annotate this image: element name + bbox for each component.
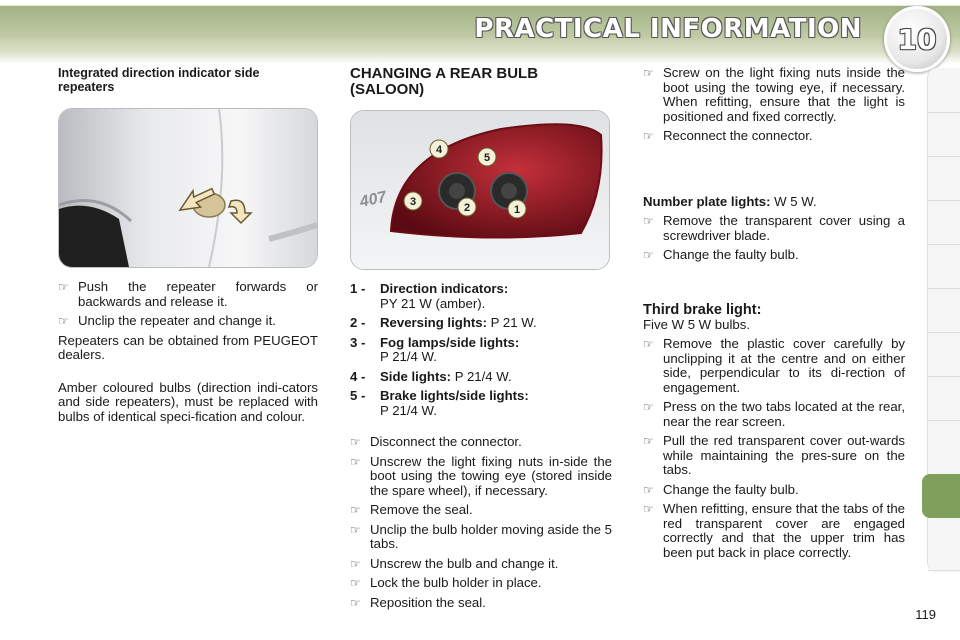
pointing-hand-icon: ☞ xyxy=(643,214,654,228)
pointing-hand-icon: ☞ xyxy=(350,435,361,449)
instruction-bullet: ☞ Screw on the light fixing nuts inside the boot using the towing eye, if necessary. When refitting, ensure that the light is positioned and fixed correctly. xyxy=(643,65,905,124)
pointing-hand-icon: ☞ xyxy=(643,66,654,80)
pointing-hand-icon: ☞ xyxy=(58,314,69,328)
instruction-bullet: ☞ Remove the plastic cover carefully by unclipping it at the centre and on either side, perpendicular to its di-rection of engagement. xyxy=(643,336,905,395)
instruction-bullet: ☞ Lock the bulb holder in place. xyxy=(350,575,542,590)
instruction-bullet: ☞ Change the faulty bulb. xyxy=(643,247,799,262)
pointing-hand-icon: ☞ xyxy=(350,522,361,537)
pointing-hand-icon: ☞ xyxy=(350,454,361,469)
section-title: CHANGING A REAR BULB (SALOON) xyxy=(350,65,539,98)
page-header xyxy=(0,0,960,64)
rear-light-photo xyxy=(350,110,610,270)
chapter-tab[interactable] xyxy=(928,156,960,201)
paragraph: Five W 5 W bulbs. xyxy=(643,316,750,332)
chapter-tabs xyxy=(927,68,960,572)
bulb-list-item: 5 - Brake lights/side lights: P 21/4 W. xyxy=(350,388,529,418)
paragraph: Repeaters can be obtained from PEUGEOT dealers. xyxy=(58,332,318,362)
pointing-hand-icon: ☞ xyxy=(58,280,69,294)
instruction-bullet: ☞ Remove the seal. xyxy=(350,502,473,517)
pointing-hand-icon: ☞ xyxy=(643,337,654,351)
page-number: 119 xyxy=(915,607,936,622)
pointing-hand-icon: ☞ xyxy=(350,595,361,610)
pointing-hand-icon: ☞ xyxy=(643,482,654,497)
chapter-tab[interactable] xyxy=(928,526,960,571)
chapter-badge xyxy=(884,6,950,72)
instruction-bullet: ☞ Reconnect the connector. xyxy=(643,128,813,143)
instruction-bullet: ☞ Remove the transparent cover using a screwdriver blade. xyxy=(643,213,905,243)
instruction-bullet: ☞ Disconnect the connector. xyxy=(350,434,522,449)
chapter-tab[interactable] xyxy=(928,288,960,333)
pointing-hand-icon: ☞ xyxy=(643,129,654,143)
number-plate-heading: Number plate lights: W 5 W. xyxy=(643,193,817,209)
pointing-hand-icon: ☞ xyxy=(350,503,361,517)
instruction-bullet: ☞ Unscrew the bulb and change it. xyxy=(350,555,559,571)
bulb-list-item: 2 - Reversing lights: P 21 W. xyxy=(350,315,537,330)
instruction-bullet: ☞ When refitting, ensure that the tabs of the red transparent cover are engaged correctly and that the upper trim has been put back in place correctly. xyxy=(643,501,905,560)
callout-number: 5 xyxy=(483,152,491,164)
chapter-tab[interactable] xyxy=(928,200,960,245)
chapter-tab[interactable] xyxy=(928,68,960,113)
chapter-tab[interactable] xyxy=(928,332,960,377)
instruction-bullet: ☞ Unscrew the light fixing nuts in-side the boot using the towing eye (stored inside the spare wheel), if necessary. xyxy=(350,453,612,498)
pointing-hand-icon: ☞ xyxy=(643,502,654,516)
pointing-hand-icon: ☞ xyxy=(643,248,654,262)
paragraph: Amber coloured bulbs (direction indi-cators and side repeaters), must be replaced with bulbs of identical speci-fication and colour. xyxy=(58,379,318,424)
callout-number: 4 xyxy=(435,144,443,156)
callout-number: 3 xyxy=(409,196,417,208)
side-repeater-photo xyxy=(58,108,318,268)
model-badge: 407 xyxy=(358,188,388,211)
bulb-list xyxy=(350,282,612,418)
column-right xyxy=(643,66,905,565)
bulb-list-item: 4 - Side lights: P 21/4 W. xyxy=(350,368,512,384)
instruction-bullet: ☞ Press on the two tabs located at the rear, near the rear screen. xyxy=(643,399,905,429)
instruction-bullet: ☞ Reposition the seal. xyxy=(350,594,486,610)
instruction-bullet: ☞ Unclip the repeater and change it. xyxy=(58,313,276,328)
pointing-hand-icon: ☞ xyxy=(643,400,654,414)
section-subtitle: Integrated direction indicator side repeaters xyxy=(58,66,260,94)
callout-number: 2 xyxy=(463,202,471,214)
chapter-number: 10 xyxy=(897,22,937,56)
chapter-tab-active[interactable] xyxy=(922,474,960,518)
bulb-list-item: 3 - Fog lamps/side lights: P 21/4 W. xyxy=(350,334,520,364)
column-middle xyxy=(350,66,612,615)
instruction-bullet: ☞ Unclip the bulb holder moving aside the 5 tabs. xyxy=(350,521,612,551)
instruction-bullet: ☞ Change the faulty bulb. xyxy=(643,481,799,497)
instruction-bullet: ☞ Push the repeater forwards or backwards and release it. xyxy=(58,279,318,309)
chapter-tab[interactable] xyxy=(928,112,960,157)
chapter-tab[interactable] xyxy=(928,244,960,289)
column-left xyxy=(58,66,318,432)
pointing-hand-icon: ☞ xyxy=(350,576,361,590)
bulb-list-item: 1 - Direction indicators: PY 21 W (amber). xyxy=(350,281,509,311)
pointing-hand-icon: ☞ xyxy=(643,434,654,448)
callout-number: 1 xyxy=(513,204,521,216)
chapter-title: PRACTICAL INFORMATION xyxy=(474,14,862,44)
pointing-hand-icon: ☞ xyxy=(350,556,361,571)
chapter-tab[interactable] xyxy=(928,376,960,421)
third-brake-light-heading: Third brake light: xyxy=(643,301,762,318)
instruction-bullet: ☞ Pull the red transparent cover out-wards while maintaining the pres-sure on the tabs. xyxy=(643,433,905,477)
